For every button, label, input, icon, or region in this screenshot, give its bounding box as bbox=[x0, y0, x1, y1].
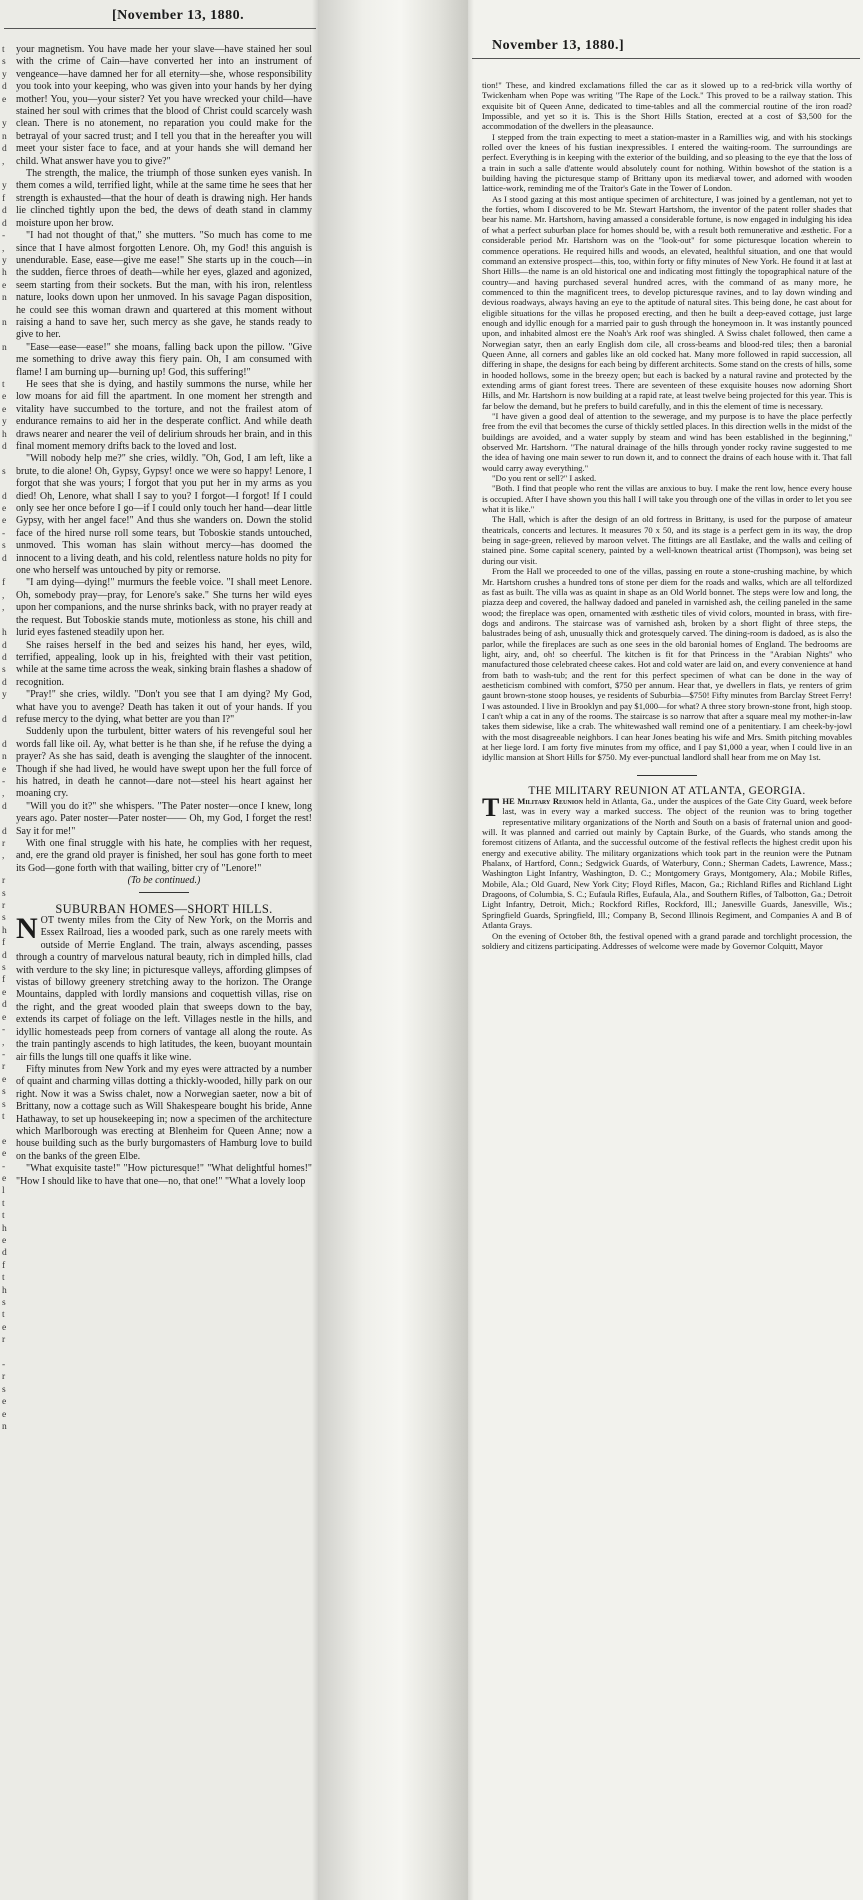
article-paragraph: On the evening of October 8th, the festival opened with a grand parade and torchlight procession, the soldiery and citizens participating. Addresses of welcome were made by Governor Colquitt, Mayor bbox=[482, 930, 852, 951]
article-title-military-reunion: THE MILITARY REUNION AT ATLANTA, GEORGIA. bbox=[528, 784, 806, 797]
article-paragraph: I stepped from the train expecting to meet a station-master in a Ramillies wig, and with his stockings rolled over the knees of his fustian inexpressibles. I entered the waiting-room. The surroundings are perfect. Everything is in keeping with the exterior of the building, and so pleasing to the eye that the loss of a train in such a salle d'attente would absolutely count for nothing. Within bowshot of the station is a building having the picturesque stamp of Brittany upon its mediæval tower, and adorned with wooden lattice-work, reminding me of the Traitor's Gate in the Tower of London. bbox=[482, 131, 852, 194]
story-paragraph: "Ease—ease—ease!" she moans, falling back upon the pillow. "Give me something to drive away this fiery pain. Oh, I am consumed with flame! I am burning up—burning up! God, this suffering!" bbox=[16, 341, 312, 378]
article-lead-text: held in Atlanta, Ga., under the auspices of the Gate City Guard, week before last, was in every way a marked success. The object of the reunion was to bring together representative military organizations of the North and South on a basis of fraternal union and good-will. It was planned and carried out mainly by Captain Burke, of the Guards, who stands among the foremost citizens of Atlanta, and the successful outcome of the festival reflects the highest credit upon his energy and executive ability. The military organizations which took part in the reunion were the Putnam Phalanx, of Hartford, Conn.; Sedgwick Guards, of Waterbury, Conn.; Sherman Cadets, Lawrence, Mass.; Washington Light Infantry, Washington, D. C.; Montgomery Grays, Montgomery, Ala.; Mobile Rifles, Mobile, Ala.; Old Guard, New York City; Floyd Rifles, Macon, Ga.; Richland Rifles and Richland Light Dragoons, of Columbia, S. C.; Eufaula Rifles, Eufaula, Ala., and Southern Rifles, of Talbotton, Ga.; Detroit Light Infantry, Detroit, Mich.; Rockford Rifles, Rockford, Ill.; Janesville Guards, Janesville, Wis.; Springfield Guards, Springfield, Ill.; Company B, Second Illinois Regiment, and Companies A and B of Atlanta Grays. bbox=[482, 796, 852, 931]
article-paragraph: "Do you rent or sell?" I asked. bbox=[492, 473, 597, 484]
page-fold-shadow bbox=[468, 0, 474, 1900]
article-paragraph bbox=[482, 793, 852, 931]
page-header-right: November 13, 1880.] bbox=[492, 38, 625, 53]
story-paragraph: your magnetism. You have made her your slave—have stained her soul with the crime of Cain—have converted her into an instrument of vengeance—have damned her for all eternity—she, whose responsibility you took into your keeping, who was given into your hands by her dying mother! You, you—your sister? Yet you have wrecked your child—have stained her soul with crimes that the blood of Christ could scarcely wash clean. There is no atonement, no reparation you could make for the betrayal of your sacred trust; and I tell you that in the hereafter you will meet your sister face to face, and at your hands she will demand her child. What answer have you to give?" bbox=[16, 44, 312, 167]
drop-cap: T bbox=[482, 793, 500, 823]
drop-cap: N bbox=[16, 912, 38, 946]
story-paragraph: "Pray!" she cries, wildly. "Don't you see that I am dying? My God, what have you to avenge? Death has taken it out of your hands. If you refuse mercy to the dying, what better are you than I?" bbox=[16, 689, 312, 725]
story-paragraph: "I had not thought of that," she mutters. "So much has come to me since that I have almost forgotten Lenore. Oh, my God! this anguish is unendurable. Ease, ease—give me ease!" She starts up in the couch—in the sudden, fierce throes of death—while her eyes, glazed and agonized, seem starting from their sockets. But the man, with his iron, relentless nature, looks down upon her unmoved. In his savage Pagan disposition, he could see this woman drawn and quartered at this moment without raising a hand to save her, such mercy as she gave, he stands ready to give to her. bbox=[16, 230, 312, 341]
story-paragraph: She raises herself in the bed and seizes his hand, her eyes, wild, terrified, appealing, look up in his, freighted with their vast petition, while at the same time across the weak, sinking brain flashes a shadow of recognition. bbox=[16, 639, 312, 688]
left-column bbox=[16, 44, 312, 1188]
story-paragraph: The strength, the malice, the triumph of those sunken eyes vanish. In them comes a wild, terrified light, while at the same time he sees that her strength is exhausted—that the hour of death is drawing nigh. Her hands lie clinched tightly upon the bed, the dews of death stand in clammy moisture upon her brow. bbox=[16, 168, 312, 229]
story-paragraph: "Will nobody help me?" she cries, wildly. "Oh, God, I am left, like a brute, to die alone! Oh, Gypsy, Gypsy! once we were so happy! Lenore, I forgot that she was yours; I forgot that you put her in my arms as you died! Oh, Lenore, what shall I say to you? I forgot—I forgot! If I could only see her once before I go—if I could only touch her hand—dear little Gypsy, with her angel face!" And thus she wanders on. Down the stolid face of the hired nurse roll some tears, but Toboskie stands untouched, unmoved. This woman has slain without mercy—has doomed the innocent to a living death, and his cold, relentless nature holds no pity for one who herself was untouched by pity or remorse. bbox=[16, 453, 312, 577]
right-column bbox=[482, 80, 852, 951]
article-title-suburban-homes: SUBURBAN HOMES—SHORT HILLS. bbox=[55, 901, 273, 916]
article-paragraph: "I have given a good deal of attention to the sewerage, and my purpose is to have the place perfectly free from the evil that becomes the curse of thickly settled places. In this direction wells in the midst of the buildings are avoided, and a water supply by steam and wind has been established in the beginning," observed Mr. Hartshorn. "The natural drainage of the hills through yonder rocky ravine suggested to me the idea of having one main sewer to run down it, and to connect the drains of each house with it. That fall would carry away everything." bbox=[482, 411, 852, 473]
story-paragraph: With one final struggle with his hate, he complies with her request, and, ere the grand old prayer is finished, her soul has gone forth to meet its God—gone forth with that wailing, bitter cry of "Lenore!" bbox=[16, 838, 312, 874]
right-page bbox=[468, 0, 863, 1900]
article-paragraph: From the Hall we proceeded to one of the villas, passing en route a stone-crushing machine, by which Mr. Hartshorn crushes a hundred tons of stone per diem for the roads and walks, which are all telfordized as fast as built. The villa was as quaint in shape as an Old World bonnet. The steps were low and long, the piazza deep and covered, the hallway dadoed and paneled in varnished ash, the ceiling paneled in the same wood; the fireplace was open, ornamented with æsthetic tiles of vivid colors, mounted in brass, with fire-dogs and andirons. The staircase was of varnished ash, broken by a short flight of three steps, the balustrades being of ash, unusually thick and grotesquely carved. The dining-room is dadoed, as is also the parlor, while the fireplaces are such as one sees in the old baronial homes of England. The bedrooms are light, airy, and, oh! so cheerful. The kitchen is fit for that Princess in the "Arabian Nights" who manufactured those celebrated cheese cakes. Hot and cold water are laid on, and every convenience at hand from bath to wash-tub; and the rent for this perfect specimen of what can be done in the way of aestheticism combined with comfort, $750 per annum. Hear that, ye dwellers in flats, ye renters of grim gaunt brown-stone stoop houses, ye residents of Suburbia—$750! Fifty minutes from Barclay Street Ferry! I was astounded. I live in Brooklyn and pay $1,000—for what? A three story brown-stone front, high stoop. I can't whip a cat in any of the rooms. The staircase is so narrow that after a square meal my mother-in-law takes them sidewise, like a crab. The whitewashed wall remind one of a penitentiary. I am cheek-by-jowl with the most disagreeable neighbors. I can hear Jones beating his wife and Mrs. Smith pitching movables at her liege lord. I am forty five minutes from my office, and I pay $1,000 a year, when I could live in an idyllic mansion at Short Hills for $750. My ever-punctual landlord shall hear from me on May 1st. bbox=[482, 566, 852, 763]
header-rule-left bbox=[4, 28, 316, 29]
story-paragraph: He sees that she is dying, and hastily summons the nurse, while her low moans for aid fill the apartment. In one moment her strength and vitality have succumbed to the torture, and not the frailest atom of endurance remains to aid her in the desperate conflict. And while death draws nearer and nearer the veil of delirium shrouds her brain, and in this final moment memory drifts back to the loved and lost. bbox=[16, 378, 312, 452]
article-lead-text: OT twenty miles from the City of New York, on the Morris and Essex Railroad, lies a wooded park, such as one rarely meets with outside of Merrie England. The train, always ascending, passes through a country of marvelous natural beauty, rich in dimpled hills, clad with verdure to the sky line; in picturesque valleys, affording glimpses of vistas of billowy greenery stretching away to the horizon. The Orange Mountains, dappled with lordly mansions and coquettish villas, rise on the right, and the great wooded plain that sweeps down to the bay, extends its carpet of foliage on the left. Villages nestle in the hills, and idyllic homesteads peep from corners of vantage all along the route. As the train pantingly ascends to high latitudes, the keen, buoyant mountain air fills the lungs till one quaffs it like wine. bbox=[16, 915, 312, 1063]
article-end-rule bbox=[637, 775, 697, 776]
story-paragraph: "I am dying—dying!" murmurs the feeble voice. "I shall meet Lenore. Oh, somebody pray—pray, for Lenore's sake." She turns her wild eyes upon her companions, and the nurse shrinks back, with no prayer ready at the request. But Toboskie stands mute, motionless as stone, his chill and lurid eyes fastened steadily upon her. bbox=[16, 577, 312, 639]
article-paragraph: As I stood gazing at this most antique specimen of architecture, I was joined by a gentleman, not yet to the forties, whom I discovered to be Mr. Stewart Hartshorn, the inventor of the patent roller shades that bear his name. Mr. Hartshorn, having amassed a considerable fortune, is now engaged in indulging his idea of what a perfect suburban place for homes should be, with a result both remunerative and æsthetic. For a considerable period Mr. Hartshorn was on the "look-out" for some picturesque location wherein to commence operations. He required hills and woods, an elevated, healthful situation, and one that would command an extensive prospect—this, too, within forty or fifty minutes of New York. He found it at last at Short Hills—the name is an old historical one and indicating most fittingly the topographical nature of the country—and having purchased several hundred acres, with the command of as many more, he commenced to thin the magnificent trees, to develop picturesque ravines, and to lay down winding and devious roadways, always having an eye to the aptitude of natural sites. This being done, he cast about for eligible situations for the villas he proposed erecting, and then he built a deep-eaved cottage, just large enough and idyllic enough for a married pair to gush through the honeymoon in. It was instantly pounced upon, and inhabited almost ere the Noah's Ark roof was shingled. A Swiss chalet followed, then came a Norwegian satyr, then an early English dom cile, all cross-beams and blood-red tiles; then a baronial Queen Anne, all corners and gables like an old cocked hat. Many more followed in rapid succession, all differing in shape, the designs for each being by different architects. Some stand on the crests of hills, some in hooded hollows, some in the breezy open; but each is backed by a natural ravine and protected by the extending arms of giant forest trees. There are seventeen of these exquisite houses now adorning Short Hills, and Mr. Hartshorn is now building at a rapid rate, at least twelve being projected for this year. This is far below the demand, but he prefers to build carefully, and in this the element of time is necessary. bbox=[482, 193, 852, 411]
page-gutter bbox=[318, 0, 468, 1900]
story-end-rule bbox=[139, 892, 189, 893]
article-paragraph: Fifty minutes from New York and my eyes were attracted by a number of quaint and charming villas dotting a thickly-wooded, hilly park on our right. Now it was a Swiss chalet, now a Norwegian saeter, now a bit of Brittany, now a cottage such as Will Shakespeare bought his bride, Anne Hathaway, to set up housekeeping in; now a specimen of the architecture which Marlborough was erecting at Blenheim for Queen Anne; now a house building such as the burly burgomasters of Hamburg love to build on the banks of the green Elbe. bbox=[16, 1063, 312, 1162]
article-paragraph: tion!" These, and kindred exclamations filled the car as it slowed up to a red-brick villa worthy of Twickenham when Pope was writing "The Rape of the Lock." This proved to be a railway station. This exquisite bit of Queen Anne, dedicated to time-tables and all the commercial routine of the iron road? Impossible, and yet so it is. This is the Short Hills Station, erected at a cost of $3,500 for the accommodation of the dwellers in the pleasaunce. bbox=[482, 80, 852, 132]
article-paragraph: "Both. I find that people who rent the villas are anxious to buy. I make the rent low, hence every house is occupied. After I have shown you this hall I will take you through one of the villas in order to let you see what it is like." bbox=[482, 483, 852, 515]
article-paragraph: The Hall, which is after the design of an old fortress in Brittany, is used for the purpose of amateur theatricals, concerts and lectures. It measures 70 x 50, and its stage is a perfect gem in its way, the drop being in sage-green, relieved by maroon velvet. The fittings are all Eastlake, and the walls and ceiling of stained pine. Some capital scenery, painted by a well-known theatrical artist (Thompson), was being set during our visit. bbox=[482, 514, 852, 566]
story-paragraph: Suddenly upon the turbulent, bitter waters of his revengeful soul her words fall like oil. Ay, what better is he than she, if he refuse the dying a prayer? As she has said, death is avenging the slaughter of the innocent. Though if she had lived, he would have swept upon her the full force of his hatred, in death he cannot—dare not—steel his heart against her moaning cry. bbox=[16, 726, 312, 800]
left-margin-fragments: t s y d e y n d , y f d d - , y h e n n n t e e y h d s d e e - s d f , , h d d s d y d d n e - , d d r , r s r s h f d s f e d e - , - r e s s t e e - e l t t h e d f t h s t e r - r s e e n bbox=[2, 45, 7, 1433]
header-rule-right bbox=[472, 58, 860, 59]
to-be-continued: (To be continued.) bbox=[127, 875, 201, 887]
article-lead-words: HE Military Reunion bbox=[502, 796, 584, 807]
article-paragraph bbox=[16, 912, 312, 1064]
story-paragraph: "Will you do it?" she whispers. "The Pater noster—once I knew, long years ago. Pater noster—Pater noster—— Oh, my God, I forget the rest! Say it for me!" bbox=[16, 800, 312, 837]
left-page bbox=[0, 0, 318, 1900]
article-paragraph: "What exquisite taste!" "How picturesque!" "What delightful homes!" "How I should like to have that one—no, that one!" "What a lovely loop bbox=[16, 1163, 312, 1187]
page-header-left: [November 13, 1880. bbox=[112, 8, 245, 23]
